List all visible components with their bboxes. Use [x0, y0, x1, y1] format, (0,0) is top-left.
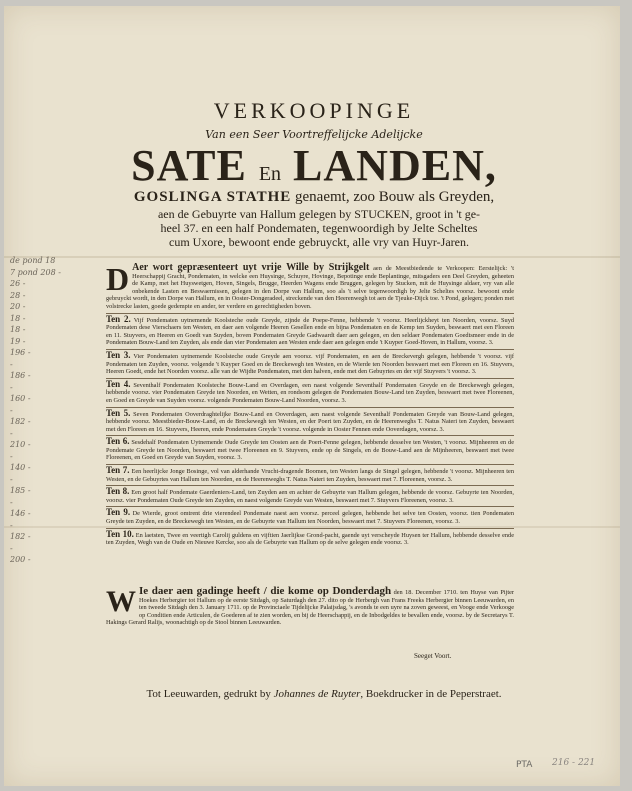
closing-dropcap: W — [106, 585, 136, 618]
description-line-3: cum Uxore, bewoont ende gebruyckt, alle vry van Huyr-Jaren. — [169, 235, 469, 249]
printer-address: , Boekdrucker in de Peperstraet. — [360, 688, 502, 700]
lot-description: Een groot half Pondemate Gaerdeniers-Land, ten Zuyden aen en achter de Gebuyrte van Hallum gelegen, hebbende de voorsz. Gebuyrte ten Noorden, voorsz. vier Pondematen Oude Greyde ten Zuyden, en naest volgende Greyde van Westen, beswaert met 7. Stuyvers Floreenen, voorsz. 3. — [106, 489, 514, 504]
lot-item — [106, 349, 514, 376]
lot-divider — [106, 407, 514, 408]
lot-item — [106, 467, 514, 483]
lot-number: Ten 4. — [106, 378, 131, 389]
intro-dropcap: D — [106, 261, 130, 297]
lot-divider — [106, 528, 514, 529]
archive-handwritten-number: 216 - 221 — [552, 758, 596, 768]
margin-note: - — [10, 520, 13, 530]
lot-number: Ten 2. — [106, 313, 131, 324]
printer-place: Tot Leeuwarden, gedrukt by — [146, 688, 274, 700]
lot-item — [106, 438, 514, 462]
lot-number: Ten 8. — [106, 486, 130, 497]
closing-text: den 18. December 1710. ten Huyse van Pijter Hoekes Herbergier tot Hallum op de eerste Sitdagh, op Saturdagh den 27. dito op de Herbergh van Frans Freeks Herbergier binnen Leeuwarden, en ten tweede Sitdagh den 3. January 1711. op de Provinciaele Tijdelijcke Palaijsdag, 's avonds te een uyre na zoven geweest, en Vooge ende Verkooge op Conditien ende Articulen, de Goederen af te zien worden, en bij de Heerschappij, en de Inbodgeldes te bevallen ende, voorsz. by de Secretarys T. Hakings Gerard Ralijs, woonachtigh op de Stool binnen Leeuwarden. — [106, 589, 514, 627]
margin-note: - — [10, 428, 13, 438]
heading-landen: LANDEN, — [293, 141, 497, 190]
poster-sheet — [4, 6, 620, 786]
sale-terms-body — [106, 261, 515, 549]
margin-note: de pond 18 — [10, 256, 56, 265]
lot-description: Sesdehalf Pondematen Uytnemende Oude Greyde ten Oosten aen de Poert-Fenne gelegen, hebbende desselve ten Westen, 't voorsz. Mijnheeren en de Pondemate Greyde ten Noorden, beswaert met twee Floreenen en 9. Stuyvers, ende op de Singels, en de Bouw-Land aen de Mijnheeren, beswaert met twee Floreenen, en Goed en Greyde van Suyden, voorsz. 3. — [106, 439, 514, 462]
lot-item — [106, 528, 514, 547]
lot-divider — [106, 378, 514, 379]
lot-number: Ten 6. — [106, 436, 130, 447]
lot-number: Ten 7. — [106, 465, 130, 476]
lot-number: Ten 5. — [106, 407, 131, 418]
margin-note: 18 - — [10, 313, 26, 323]
margin-note: 28 - — [10, 290, 26, 300]
lot-description: Een heerlijcke Jonge Bosinge, vol van alderhande Vrucht-dragende Boomen, ten Westen langs de Singel gelegen, hebbende 't voorsz. Mijnheeren ten Westen, en de Gebuyrtes van Hallum ten Noorden, en de Heerenweghs T. Natus Nateri ten Zuyden, beswaert met 7. Floreenen, voorsz. 3. — [106, 468, 514, 483]
archive-code: PTA — [516, 760, 533, 770]
intro-paragraph — [106, 261, 514, 311]
poster-subtitle: Van een Seer Voortreffelijcke Adelijcke — [205, 128, 423, 141]
lot-number: Ten 10. — [106, 528, 134, 539]
printer-imprint — [104, 688, 544, 700]
estate-name: GOSLINGA STATHE — [133, 189, 292, 205]
margin-note: - — [10, 382, 13, 392]
margin-note: 140 - — [10, 463, 31, 472]
heading-sate: SATE — [131, 141, 247, 190]
margin-note: 210 - — [10, 440, 31, 449]
lot-description: Vier Pondematen uytnemende Koolsteche oude Greyde aen voorsz. vijf Pondematen, en aen de Breckevergh gelegen, hebbende 't voorsz. vijf Pondematen ten Zuyden, voorsz. volgende 't Kuyper Goed en de Breckewegh ten Westen, en de Wierde ten Noorden beswaert met een Floreen en 16. Stuyvers, Heeren Goedt, ende het Noorden voorsz. alle van de Wijdte Pondematen, met den halven, ende met den Gebuyrtes en der vijf Stuyvers 't voorsz. 3. — [106, 352, 514, 376]
margin-note: 185 - — [10, 486, 31, 495]
description-line-1: aen de Gebuyrte van Hallum gelegen by STUCKEN, groot in 't ge- — [157, 207, 481, 221]
lot-divider — [106, 485, 514, 486]
poster-title: VERKOOPINGE — [213, 98, 415, 123]
margin-note: - — [10, 474, 13, 484]
margin-note: 146 - — [10, 509, 31, 518]
margin-note: 196 - — [10, 348, 31, 357]
lot-description: Seven Pondematen Ooverdraghtelijke Bouw-Land en Ooverdagen, aen naest volgende Seventhalf Pondematen Greyde van Bouw-Land gelegen, hebbende voorsz. Meestbieder-Bouw-Land, en de Breckewegh ten Westen, en der Poert ten Zuyden, en de Heerenweghs T. Natus Nateri ten Zuyden, beswaert met den Floreen en 16. Stuyvers, Heeren, ende Pondematen Greyde 't voorsz. volgende in Ooster Fennen ende Ooverdagen, voorsz. 3. — [106, 410, 515, 433]
estate-name-rest: genaemt, zoo Bouw als Greyden, — [291, 189, 495, 205]
margin-note: - — [10, 451, 13, 461]
lot-item — [106, 407, 515, 434]
lot-list — [106, 313, 514, 547]
margin-note: 182 - — [10, 532, 31, 541]
signature-note: Seeget Voort. — [414, 652, 452, 660]
intro-lead: Aer wort gepræsenteert uyt vrije Wille by Strijkgelt — [132, 262, 370, 273]
margin-note: - — [10, 359, 13, 369]
closing-lead: Ie daer aen gadinge heeft / die kome op Donderdagh — [139, 585, 392, 597]
lot-divider — [106, 435, 514, 436]
lot-description: De Wierde, groot omtrent drie vierendeel Pondemate naest aen voorsz. perceel gelegen, hebbende het selve ten Oosten, voorsz. tien Pondematen Greyde ten Zuyden, en de Breckewegh ten Westen, en de Gebuyrte van Hallum ten Noorden, beswaert met 7. Stuyvers Floreenen, voorsz. 3. — [106, 510, 514, 526]
lot-description: Seventhalf Pondematen Koolsteche Bouw-Land en Overdagen, een naest volgende Seventhalf Pondematen Greyde en de Breckewegh gelegen, hebbende voorsz. vier Pondematen Greyde ten Noorden, en Wetten, en rondsom gelegen de Pondematen Bouw-Land ten Zuyden, beswaert met twee Floreenen, en Goed en Greyde van Suyden voorsz. volgende Pondematen Bouw-Land Noorden, voorsz. 3. — [106, 381, 514, 404]
margin-note: 200 - — [10, 555, 31, 564]
lot-description: Vijf Pondematen uytnemende Koolsteche oude Greyde, zijnde de Poepe-Fenne, hebbende 't voorsz. Heerlijckheyt ten Noorden, voorsz. Suyd Pondematen dese Vierschaers ten Westen, en daer aen volgende Heeren Gesellen ende en bijna Pondematen en de Kemp ten Suyden, beswaert met een Floreen en 11. Stuyvers, en Heeren en Goedt van Suyden, boven Pondematen Greyde Gadwaardt daer aen gelegen, en den seldaer Pondematen Goedtsmeer ende in de Pondematen Bouw-Land ten Zuyden, als ende dan vier Pondematen aen Westen ende daer aen gelegen ende 't Kuyper Goed-Hoven, in Hallum, voorsz. 3. — [106, 316, 514, 347]
margin-note: 18 - — [10, 325, 26, 334]
margin-note: - — [10, 543, 13, 553]
margin-note: 160 - — [10, 394, 31, 403]
estate-name-line — [64, 190, 564, 205]
margin-note: 186 - — [10, 371, 31, 380]
description-line-2: heel 37. en een half Pondematen, tegenwoordigh by Jelte Scheltes — [160, 221, 478, 235]
lot-item — [106, 313, 514, 347]
lot-divider — [106, 349, 514, 350]
margin-note: 20 - — [10, 302, 26, 311]
margin-note: 7 pond 208 - — [10, 267, 61, 277]
closing-paragraph — [106, 585, 514, 627]
margin-note: - — [10, 405, 13, 415]
margin-note: 26 - — [10, 279, 26, 288]
lot-number: Ten 9. — [106, 507, 131, 518]
lot-divider — [106, 313, 514, 314]
margin-note: 182 - — [10, 417, 31, 426]
lot-item — [106, 509, 514, 525]
lot-description: En laetsten, Twee en veertigh Carolij guldens en vijftien Jaerlijkse Grond-pacht, gaende uyt verscheyde Huysen ter Hallum, hebbende desselve ende ten Zuyden, Wegh van de Oude en Nieuwe Kercke, soo als de Gebuyrte van Hallum op de selve gelegen ende voorsz. 3. — [106, 531, 514, 547]
lot-divider — [106, 506, 514, 507]
margin-note: 19 - — [10, 336, 26, 346]
lot-item — [106, 488, 514, 504]
heading-en: En — [258, 163, 282, 185]
margin-note: - — [10, 497, 13, 507]
margin-handwritten-notes — [10, 256, 102, 567]
printer-name: Johannes de Ruyter — [273, 688, 361, 700]
lot-item — [106, 378, 514, 405]
intro-text: aen de Meestbiedende te Verkoopen: Eerstelijck: 't Heerschappij Gracht, Pondematen, in welcke een Huysinge, Schuyre, Hovinge, Bepotinge ende Beplantinge, mitsgaders een Deel Greyden, geheeten de Kamp, met het Huyswetgen, Hoven, Singels, Brugge, Heerden Wagens ende Bruggen, gelegen by Stucken, mit de Huysinge aldaer, vry van alle onbekende Lasten en Beswaernissen, gelegen in den Dorpe van Hallum, soo als 't selve tegenwoordigh by Jelte Scheltes voorsz. bewoont ende gebruyckt wordt, in den Dorpe van Hallum, en in Ooster-Dongeradeel, streckende van den Heerenwegh tot aen de Tjeuke-Dijck toe. 't Pond, gelegen; ponden met volstrecke lasten, goede gedempte en ander, ter verdere en gerechtigheden boven. — [106, 265, 514, 310]
lot-divider — [106, 464, 514, 465]
lot-number: Ten 3. — [106, 349, 131, 360]
